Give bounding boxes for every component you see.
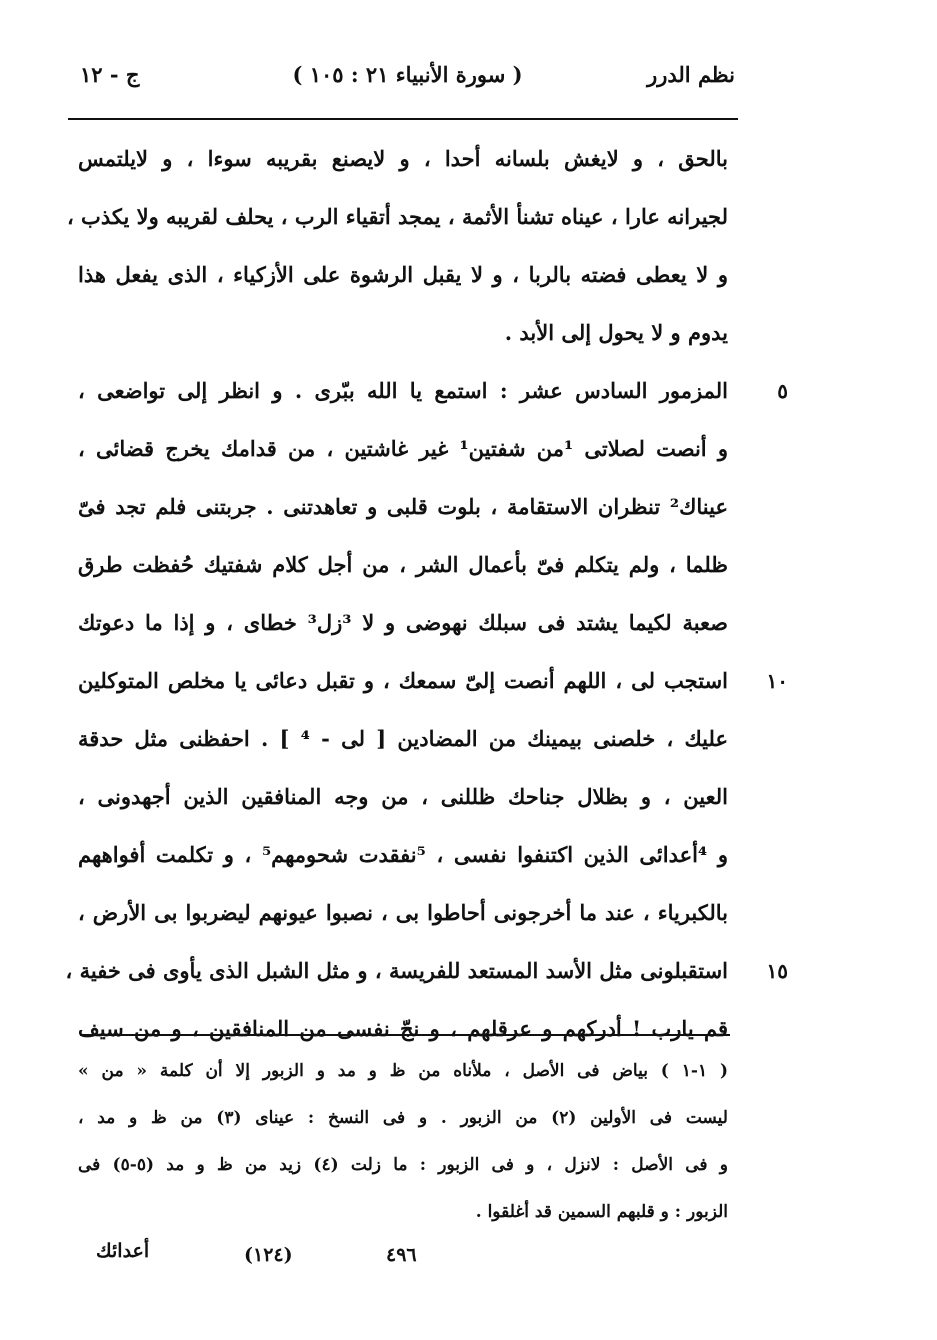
text-line: بالحق ، و لايغش بلسانه أحدا ، و لايصنع بقريبه سوءا ، و لايلتمس: [78, 146, 728, 171]
catchword: أعدائك: [96, 1240, 150, 1262]
header-rule: [68, 118, 738, 120]
text-line: و ⁴أعدائى الذين اكتنفوا نفسى ، ⁵نفقدت شحومهم⁵ ، و تكلمت أفواههم: [78, 842, 728, 867]
text-line: [65, 942, 788, 1000]
text-line: [78, 652, 788, 710]
book-title: نظم الدرر: [647, 62, 735, 87]
footnote-line: و فى الأصل : لانزل ، و فى الزبور : ما زلت (٤) زيد من ظ و مد (٥-٥) فى: [78, 1155, 729, 1175]
running-header: [80, 62, 735, 110]
text-line: العين ، و بظلال جناحك ظللنى ، من وجه المنافقين الذين أجهدونى ،: [78, 784, 728, 809]
text-line: [78, 362, 788, 420]
footnote-rule: [80, 1034, 730, 1036]
footnote-line: الزبور : و قلبهم السمين قد أغلقوا .: [475, 1202, 728, 1222]
text-line: عليك ، خلصنى بيمينك من المضادين [ لى - ⁴ ] . احفظنى مثل حدقة: [78, 726, 728, 751]
verse-number-5: ٥: [777, 379, 788, 403]
text-line: و أنصت لصلاتى ¹من شفتين¹ غير غاشتين ، من قدامك يخرج قضائى ،: [78, 436, 728, 461]
footnote-line: ليست فى الأولين (٢) من الزبور . و فى النسخ : عيناى (٣) من ظ و مد ،: [78, 1108, 728, 1128]
text-line: لجيرانه عارا ، عيناه تشنأ الأثمة ، يمجد أتقياء الرب ، يحلف لقريبه ولا يكذب ،: [66, 204, 728, 229]
surah-reference: ( سورة الأنبياء ٢١ : ١٠٥ ): [292, 62, 523, 87]
verse-number-15: ١٥: [766, 959, 788, 983]
signature-mark: (١٢٤): [244, 1244, 293, 1266]
text-line: ظلما ، ولم يتكلم فىّ بأعمال الشر ، من أجل كلام شفتيك حُفظت طرق: [78, 552, 728, 577]
footnote-line: ( ١-١ ) بياض فى الأصل ، ملأناه من ظ و مد و الزبور إلا أن كلمة « من »: [78, 1061, 728, 1081]
page-footer: [96, 1240, 676, 1276]
text-line-content: استقبلونى مثل الأسد المستعد للفريسة ، و مثل الشبل الذى يأوى فى خفية ،: [65, 958, 728, 983]
text-line: صعبة لكيما يشتد فى سبلك نهوضى و لا ³زل³ خطاى ، و إذا ما دعوتك: [78, 610, 728, 635]
text-line: عيناك² تنظران الاستقامة ، بلوت قلبى و تعاهدتنى . جربتنى فلم تجد فىّ: [78, 494, 728, 519]
volume-number: ج - ١٢: [80, 62, 140, 87]
text-line-content: استجب لى ، اللهم أنصت إلىّ سمعك ، و تقبل دعائى يا مخلص المتوكلين: [78, 668, 728, 693]
text-line: و لا يعطى فضته بالربا ، و لا يقبل الرشوة على الأزكياء ، الذى يفعل هذا: [78, 262, 728, 287]
footnotes: [78, 1048, 728, 1236]
text-line: يدوم و لا يحول إلى الأبد .: [504, 320, 728, 345]
text-line-content: المزمور السادس عشر : استمع يا الله ببّرى . و انظر إلى تواضعى ،: [78, 378, 728, 403]
page-number: ٤٩٦: [386, 1244, 417, 1266]
text-line: بالكبرياء ، عند ما أخرجونى أحاطوا بى ، نصبوا عيونهم ليضربوا بى الأرض ،: [78, 900, 728, 925]
text-line: قم يارب ! أدركهم و عرقلهم ، و نجّ نفسى من المنافقين ، و من سيف: [78, 1016, 728, 1041]
main-text: [65, 130, 788, 1058]
verse-number-10: ١٠: [766, 669, 788, 693]
